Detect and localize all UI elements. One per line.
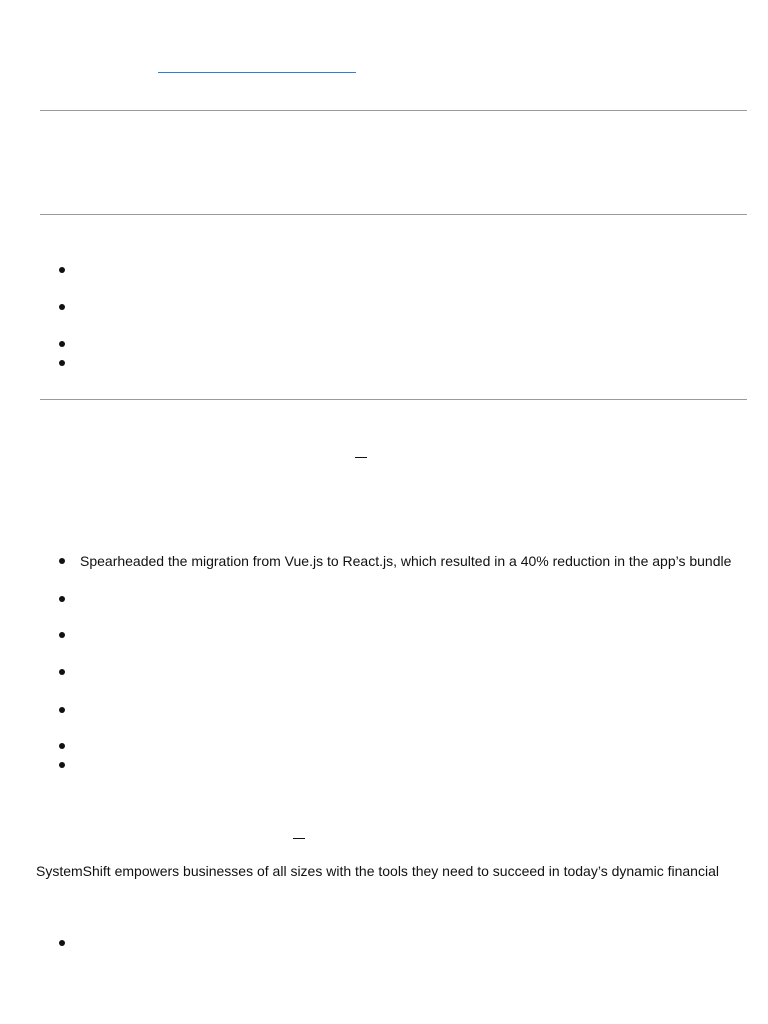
list-bullet bbox=[59, 743, 65, 749]
list-bullet bbox=[59, 707, 65, 713]
section-divider bbox=[40, 110, 747, 111]
em-dash bbox=[293, 838, 305, 839]
list-bullet bbox=[59, 632, 65, 638]
em-dash bbox=[355, 457, 367, 458]
list-bullet bbox=[59, 304, 65, 310]
list-bullet bbox=[59, 558, 65, 564]
section-divider bbox=[40, 399, 747, 400]
company-description: SystemShift empowers businesses of all sizes with the tools they need to succeed in today’s dynamic financial bbox=[36, 863, 719, 879]
list-bullet bbox=[59, 762, 65, 768]
list-bullet bbox=[59, 940, 65, 946]
link-underline[interactable] bbox=[158, 72, 356, 73]
list-bullet bbox=[59, 341, 65, 347]
experience-bullet-text: Spearheaded the migration from Vue.js to React.js, which resulted in a 40% reduction in the app’s bundle bbox=[80, 553, 732, 569]
list-bullet bbox=[59, 669, 65, 675]
list-bullet bbox=[59, 267, 65, 273]
list-bullet bbox=[59, 596, 65, 602]
section-divider bbox=[40, 214, 747, 215]
list-bullet bbox=[59, 360, 65, 366]
